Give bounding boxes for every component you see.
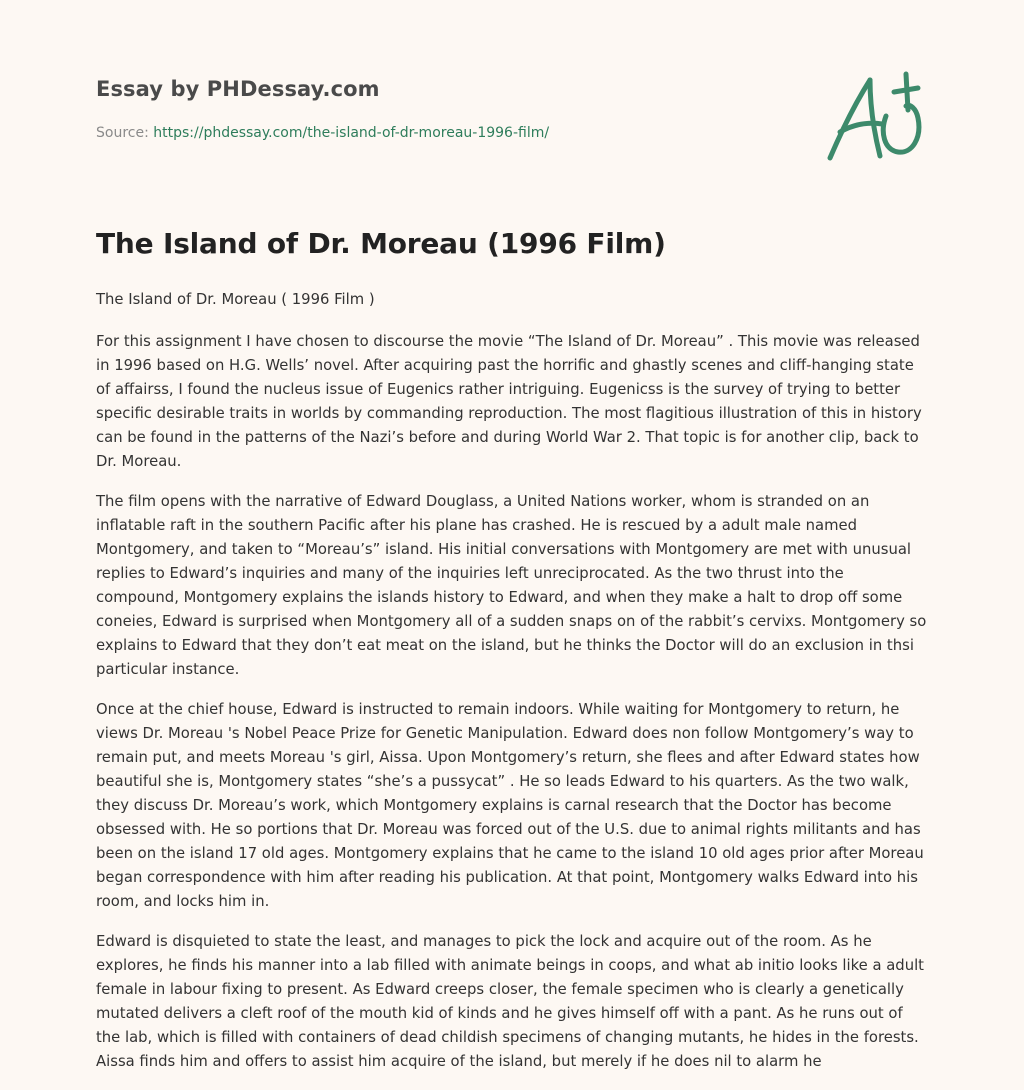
article <box>96 222 928 1090</box>
source-link[interactable]: https://phdessay.com/the-island-of-dr-moreau-1996-film/ <box>153 125 550 141</box>
paragraph: The Island of Dr. Moreau ( 1996 Film ) <box>96 291 375 308</box>
source-line <box>96 122 796 144</box>
source-label: Source: <box>96 125 149 141</box>
a-plus-logo-icon <box>820 66 930 166</box>
paragraph: Once at the chief house, Edward is instructed to remain indoors. While waiting for Montgomery to return, he views Dr. Moreau 's Nobel Peace Prize for Genetic Manipulation. Edward does non follow Montgomery’s way to remain put, and meets Moreau 's girl, Aissa. Upon Montgomery’s return, she flees and after Edward states how beautiful she is, Montgomery states “she’s a pussycat” . He so leads Edward to his quarters. As the two walk, they discuss Dr. Moreau’s work, which Montgomery explains is carnal research that the Doctor has become obsessed with. He so portions that Dr. Moreau was forced out of the U.S. due to animal rights militants and has been on the island 17 old ages. Montgomery explains that he came to the island 10 old ages prior after Moreau began correspondence with him after reading his publication. At that point, Montgomery walks Edward into his room, and locks him in. <box>96 701 924 910</box>
paragraph: The film opens with the narrative of Edward Douglass, a United Nations worker, whom is stranded on an inflatable raft in the southern Pacific after his plane has crashed. He is rescued by a adult male named Montgomery, and taken to “Moreau’s” island. His initial conversations with Montgomery are met with unusual replies to Edward’s inquiries and many of the inquiries left unreciprocated. As the two thrust into the compound, Montgomery explains the islands history to Edward, and when they make a halt to drop off some coneies, Edward is surprised when Montgomery all of a sudden snaps on of the rabbit’s cervixs. Montgomery so explains to Edward that they don’t eat meat on the island, but he thinks the Doctor will do an exclusion in thsi particular instance. <box>96 493 927 678</box>
paragraph: For this assignment I have chosen to discourse the movie “The Island of Dr. Moreau” . This movie was released in 1996 based on H.G. Wells’ novel. After acquiring past the horrific and ghastly scenes and cliff-hanging state of affairss, I found the nucleus issue of Eugenics rather intriguing. Eugenicss is the survey of trying to better specific desirable traits in worlds by commanding reproduction. The most flagitious illustration of this in history can be found in the patterns of the Nazi’s before and during World War 2. That topic is for another clip, back to Dr. Moreau. <box>96 333 922 470</box>
site-brand: Essay by PHDessay.com <box>96 77 380 101</box>
paragraph: Edward is disquieted to state the least, and manages to pick the lock and acquire out of the room. As he explores, he finds his manner into a lab filled with animate beings in coops, and what ab initio looks like a adult female in labour fixing to present. As Edward creeps closer, the female specimen who is clearly a genetically mutated delivers a cleft roof of the mouth kid of kinds and he gives himself off with a pant. As he runs out of the lab, which is filled with containers of dead childish specimens of changing mutants, he hides in the forests. Aissa finds him and offers to assist him acquire of the island, but merely if he does nil to alarm he <box>96 933 924 1070</box>
article-title: The Island of Dr. Moreau (1996 Film) <box>96 227 666 260</box>
page-header <box>96 72 796 144</box>
